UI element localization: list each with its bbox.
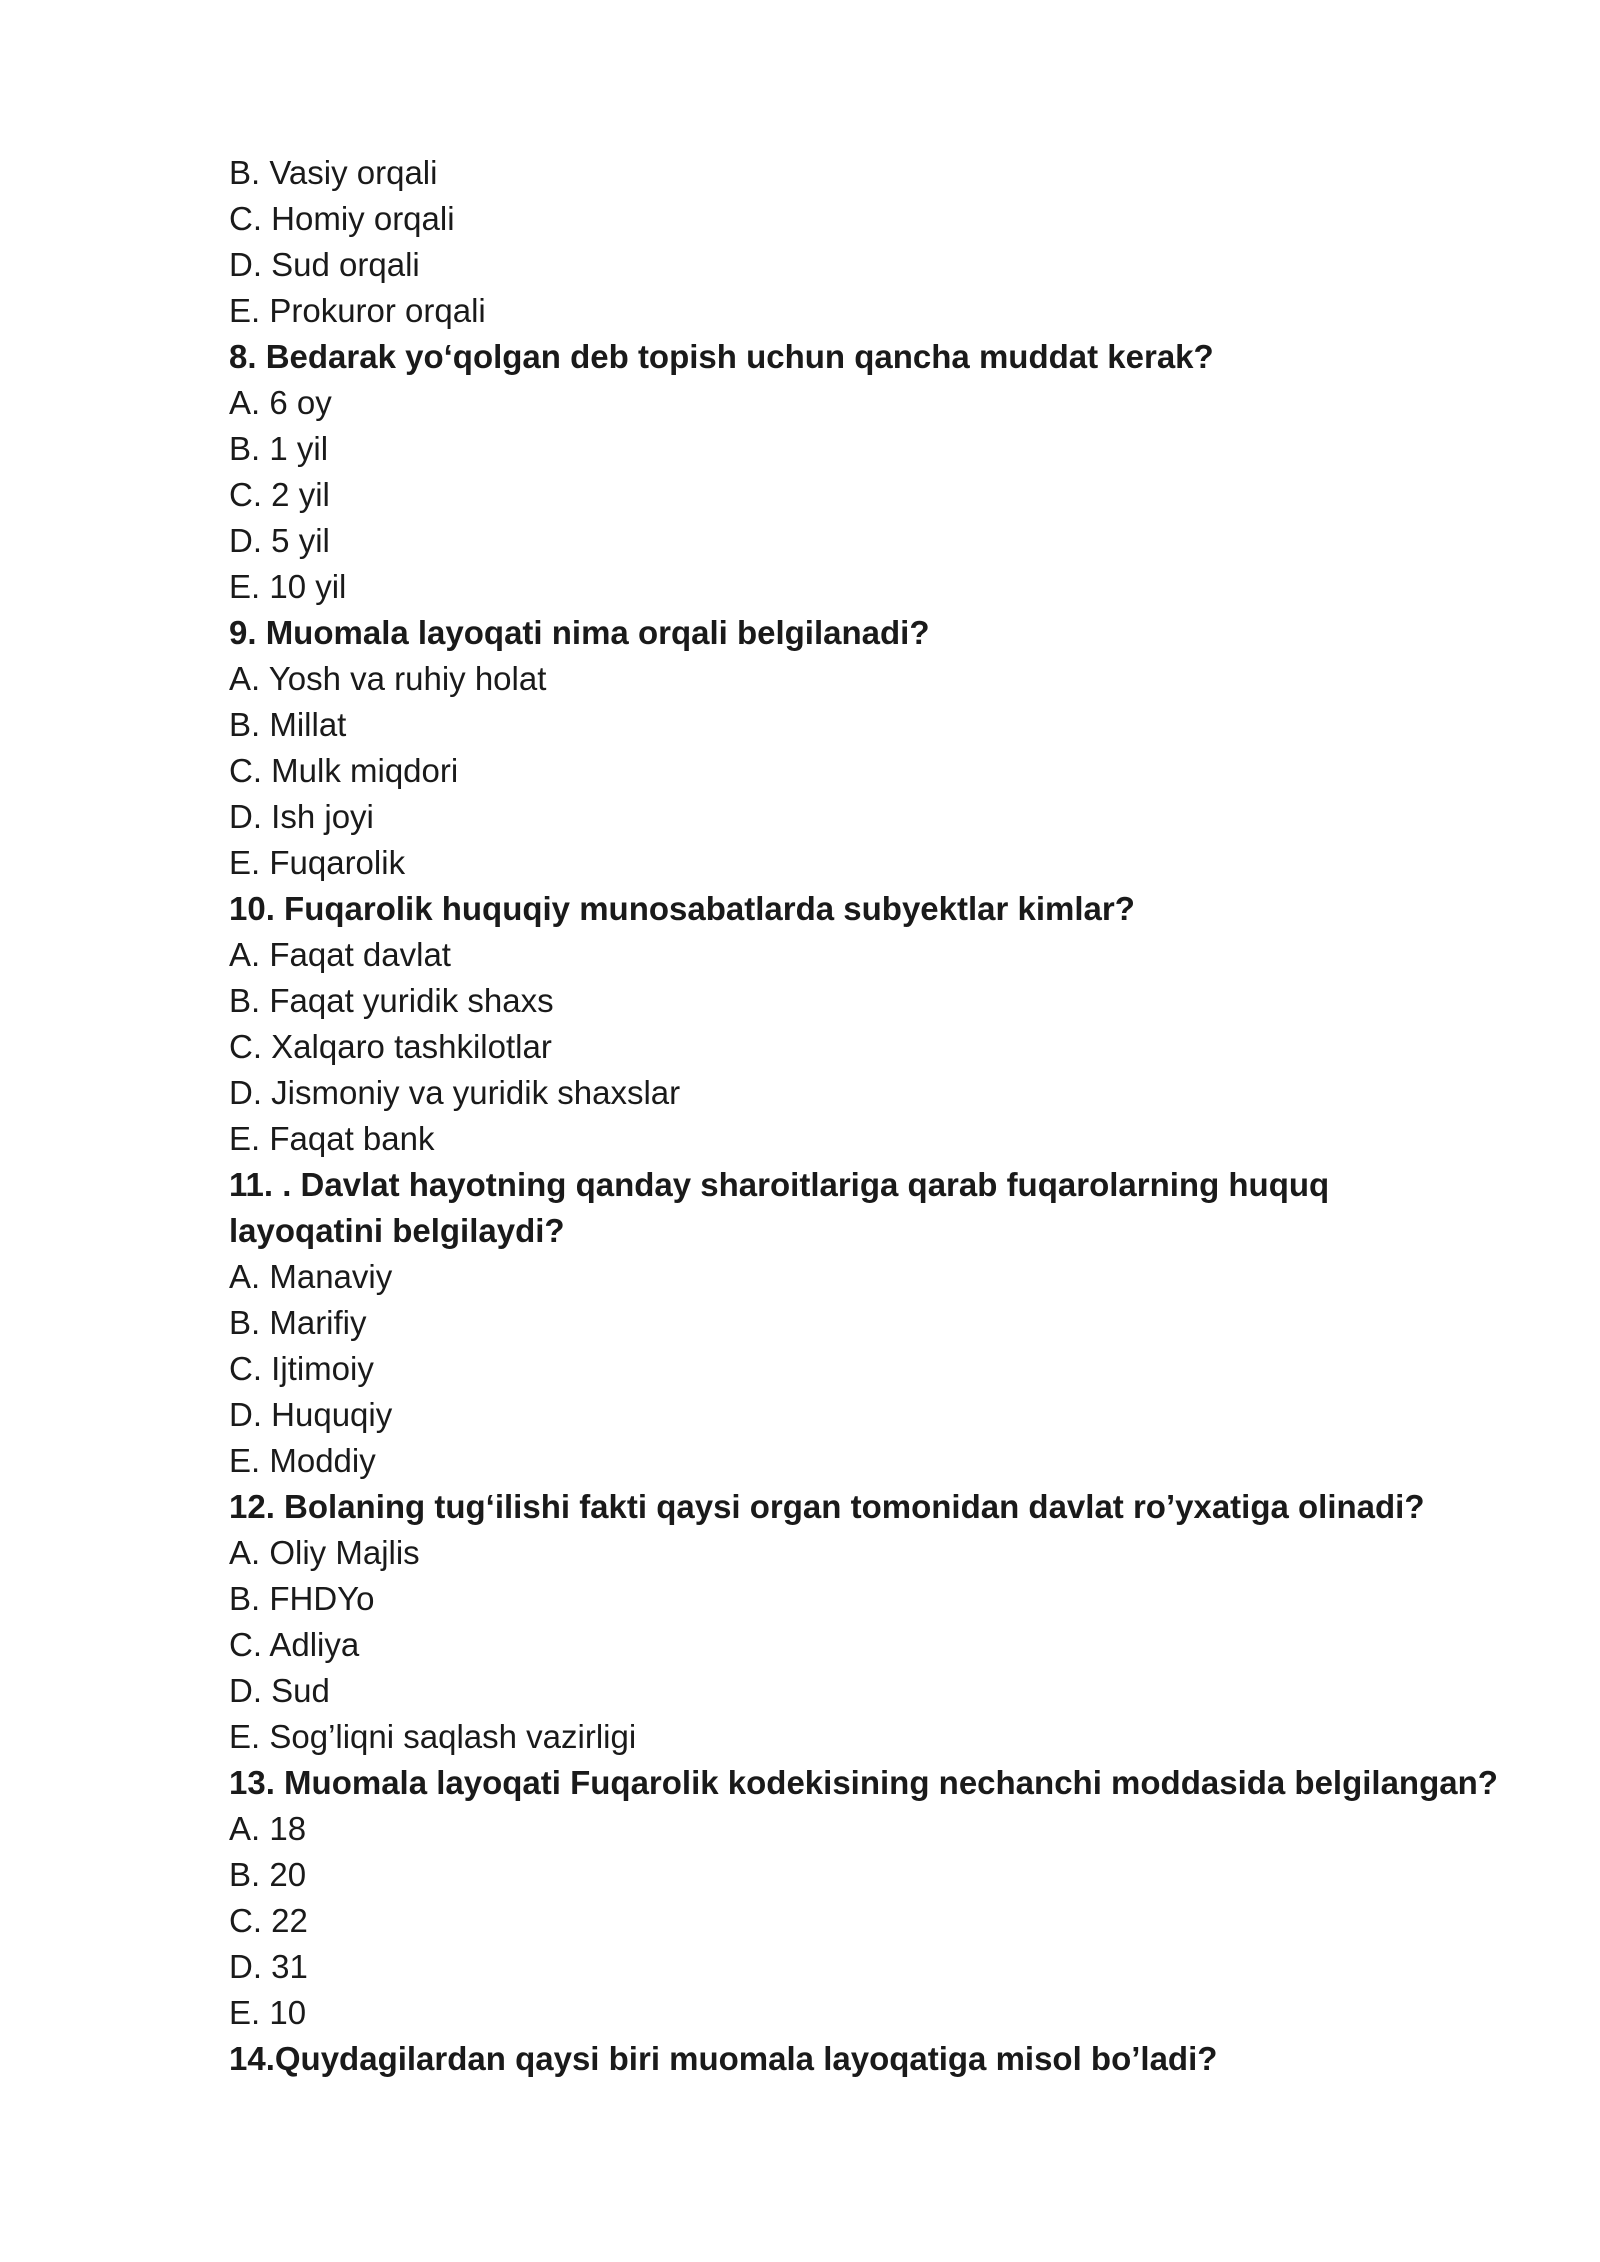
answer-option: D. Sud xyxy=(229,1672,330,1709)
answer-option: D. Sud orqali xyxy=(229,246,420,283)
answer-option: A. Faqat davlat xyxy=(229,936,451,973)
answer-option: C. Adliya xyxy=(229,1626,360,1663)
answer-option: B. Faqat yuridik shaxs xyxy=(229,982,554,1019)
answer-option: B. Marifiy xyxy=(229,1304,367,1341)
question-14: 14.Quydagilardan qaysi biri muomala layoqatiga misol bo’ladi? xyxy=(229,2040,1218,2077)
answer-option: A. Yosh va ruhiy holat xyxy=(229,660,547,697)
answer-option: D. 31 xyxy=(229,1948,308,1985)
question-10: 10. Fuqarolik huquqiy munosabatlarda subyektlar kimlar? xyxy=(229,890,1135,927)
answer-option: C. Ijtimoiy xyxy=(229,1350,374,1387)
question-9: 9. Muomala layoqati nima orqali belgilanadi? xyxy=(229,614,930,651)
answer-option: D. 5 yil xyxy=(229,522,330,559)
question-11: 11. . Davlat hayotning qanday sharoitlariga qarab fuqarolarning huquq layoqatini belgilaydi? xyxy=(229,1166,1330,1249)
answer-option: E. Faqat bank xyxy=(229,1120,435,1157)
answer-option: C. Homiy orqali xyxy=(229,200,455,237)
answer-option: E. 10 xyxy=(229,1994,307,2031)
answer-option: D. Jismoniy va yuridik shaxslar xyxy=(229,1074,681,1111)
quiz-content xyxy=(229,150,1529,2082)
answer-option: C. 22 xyxy=(229,1902,308,1939)
answer-option: A. 6 oy xyxy=(229,384,332,421)
answer-option: B. 1 yil xyxy=(229,430,329,467)
answer-option: E. 10 yil xyxy=(229,568,347,605)
answer-option: A. 18 xyxy=(229,1810,307,1847)
answer-option: B. Millat xyxy=(229,706,347,743)
answer-option: A. Manaviy xyxy=(229,1258,393,1295)
answer-option: E. Fuqarolik xyxy=(229,844,406,881)
answer-option: B. 20 xyxy=(229,1856,307,1893)
answer-option: D. Ish joyi xyxy=(229,798,374,835)
answer-option: C. Xalqaro tashkilotlar xyxy=(229,1028,552,1065)
answer-option: D. Huquqiy xyxy=(229,1396,393,1433)
question-12: 12. Bolaning tug‘ilishi fakti qaysi organ tomonidan davlat ro’yxatiga olinadi? xyxy=(229,1488,1425,1525)
question-8: 8. Bedarak yo‘qolgan deb topish uchun qancha muddat kerak? xyxy=(229,338,1214,375)
answer-option: B. Vasiy orqali xyxy=(229,154,438,191)
question-13: 13. Muomala layoqati Fuqarolik kodekisining nechanchi moddasida belgilangan? xyxy=(229,1764,1498,1801)
answer-option: C. Mulk miqdori xyxy=(229,752,459,789)
answer-option: E. Prokuror orqali xyxy=(229,292,486,329)
answer-option: E. Sog’liqni saqlash vazirligi xyxy=(229,1718,637,1755)
answer-option: E. Moddiy xyxy=(229,1442,376,1479)
answer-option: C. 2 yil xyxy=(229,476,330,513)
answer-option: A. Oliy Majlis xyxy=(229,1534,420,1571)
answer-option: B. FHDYo xyxy=(229,1580,375,1617)
